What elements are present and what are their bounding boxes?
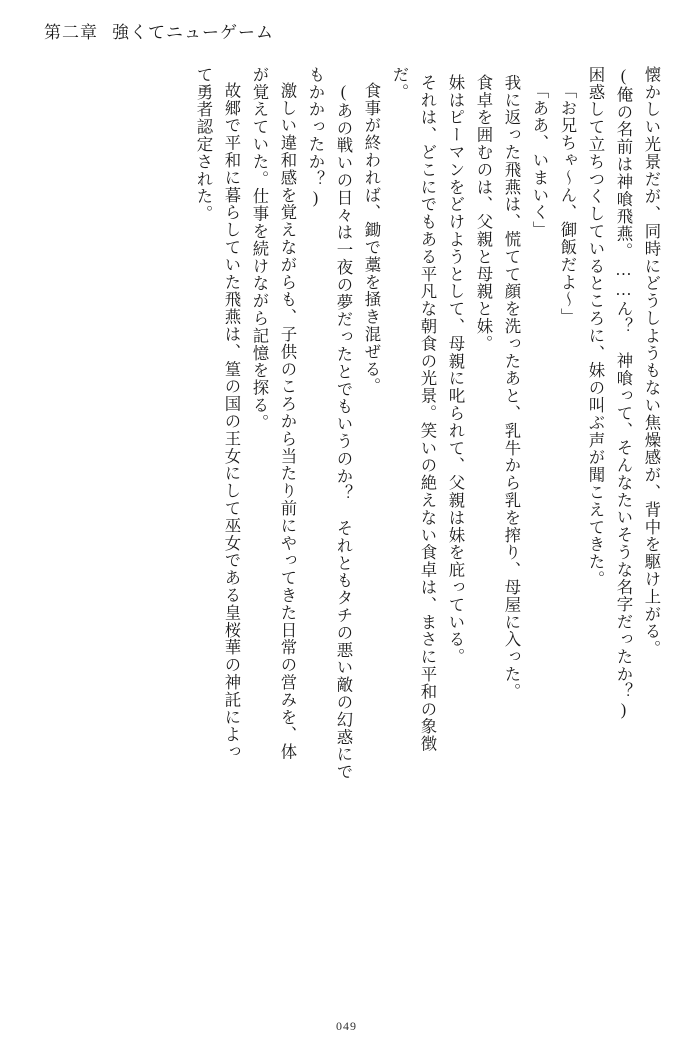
chapter-number: 第二章: [44, 23, 98, 42]
text-column: 食事が終われば、鋤で藁を掻き混ぜる。: [362, 82, 381, 396]
text-column: 妹はピーマンをどけようとして、母親に叱られて、父親は妹を庇っている。: [446, 74, 465, 666]
text-column: もかかったか？): [306, 66, 325, 208]
text-column: が覚えていた。仕事を続けながら記憶を探る。: [250, 66, 269, 432]
body-text-area: [42, 66, 659, 996]
text-column: 「ああ、いまいく」: [530, 82, 549, 239]
text-column: て勇者認定された。: [194, 66, 213, 223]
text-column: (俺の名前は神喰飛燕。……ん？ 神喰って、そんなたいそうな名字だったか？): [614, 66, 633, 721]
text-column: 「お兄ちゃ～ん、御飯だよ～」: [558, 82, 577, 326]
text-column: 我に返った飛燕は、慌てて顔を洗ったあと、乳牛から乳を搾り、母屋に入った。: [502, 74, 521, 701]
text-column: (あの戦いの日々は一夜の夢だったとでもいうのか？ それともタチの悪い敵の幻惑にで: [334, 82, 353, 781]
text-column: 懐かしい光景だが、同時にどうしようもない焦燥感が、背中を駆け上がる。: [642, 66, 661, 658]
chapter-title: 強くてニューゲーム: [112, 23, 274, 42]
text-column: 故郷で平和に暮らしていた飛燕は、篁の国の王女にして巫女である皇桜華の神託によっ: [222, 82, 241, 761]
text-column: それは、どこにでもある平凡な朝食の光景。笑いの絶えない食卓は、まさに平和の象徴: [418, 74, 437, 753]
text-column: 激しい違和感を覚えながらも、子供のころから当たり前にやってきた日常の営みを、体: [278, 82, 297, 761]
chapter-heading: [44, 18, 274, 43]
text-column: だ。: [390, 66, 409, 101]
page-number: 049: [336, 1019, 357, 1033]
text-column: 困惑して立ちつくしているところに、妹の叫ぶ声が聞こえてきた。: [586, 66, 605, 588]
text-column: 食卓を囲むのは、父親と母親と妹。: [474, 74, 493, 353]
